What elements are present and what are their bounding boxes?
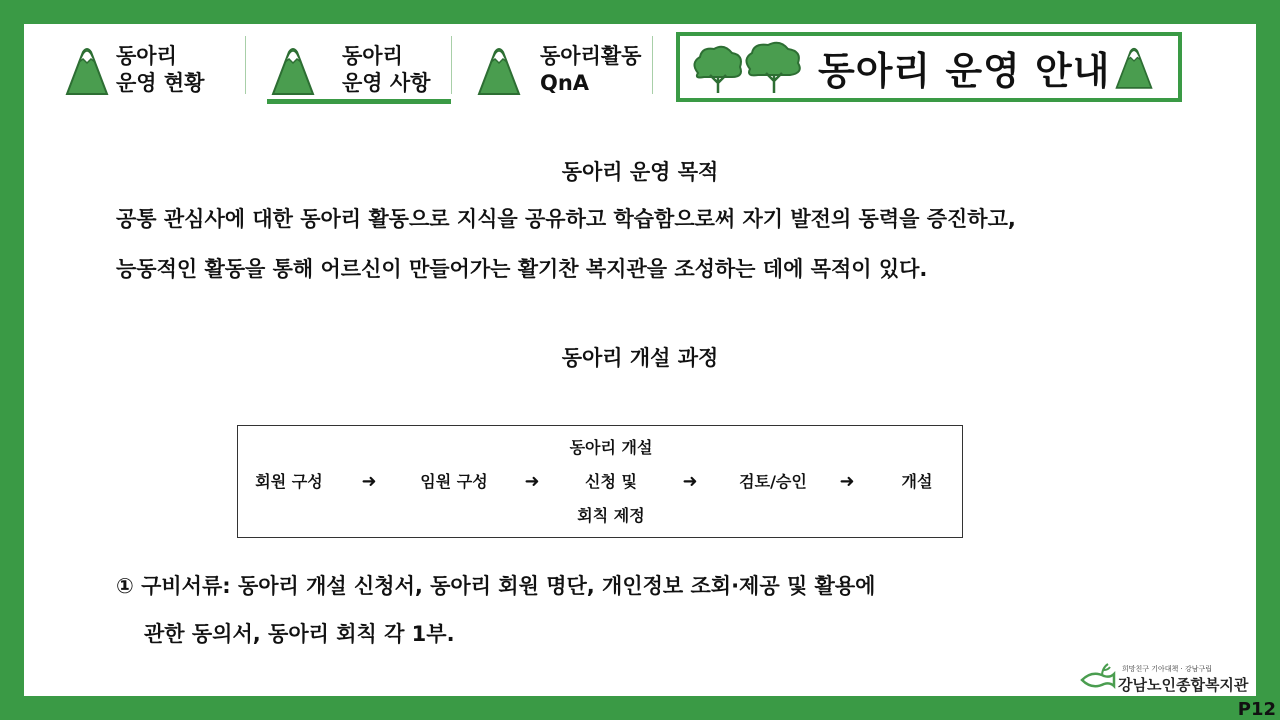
logo-tagline: 희망친구 기아대책 · 강남구립 [1122, 665, 1213, 673]
nav-label: 동아리 운영 현황 [116, 44, 205, 95]
documents-line-1: ① 구비서류: 동아리 개설 신청서, 동아리 회원 명단, 개인정보 조회·제공 및 활용에 [116, 574, 876, 598]
page-title: 동아리 운영 안내 [818, 48, 1111, 93]
fish-sprout-icon [1078, 662, 1118, 692]
process-step-officers: 임원 구성 [420, 471, 488, 491]
nav-divider [245, 36, 246, 94]
nav-label: 동아리활동 QnA [540, 44, 642, 95]
process-heading: 동아리 개설 과정 [561, 346, 719, 370]
arrow-right-icon: ➜ [524, 471, 540, 492]
mountain-icon [270, 44, 316, 96]
nav-item-operations[interactable] [270, 38, 430, 102]
logo-name: 강남노인종합복지관 [1118, 676, 1249, 694]
nav-label: 동아리 운영 사항 [342, 44, 431, 95]
slide-frame [24, 24, 1256, 696]
mountain-icon [1114, 43, 1154, 91]
process-step-members: 회원 구성 [255, 471, 323, 491]
nav-item-status[interactable] [64, 38, 204, 102]
purpose-heading: 동아리 운영 목적 [561, 160, 719, 184]
process-step-review: 검토/승인 [739, 471, 807, 491]
purpose-text [116, 194, 1016, 294]
process-flow [237, 425, 963, 538]
nav-divider [451, 36, 452, 94]
process-step-open: 개설 [901, 471, 933, 491]
mountain-icon [64, 44, 110, 96]
arrow-right-icon: ➜ [839, 471, 855, 492]
active-tab-indicator [267, 99, 451, 104]
documents-line-2: 관한 동의서, 동아리 회칙 각 1부. [144, 622, 455, 646]
mountain-icon [476, 44, 522, 96]
organization-logo [1078, 656, 1250, 696]
arrow-right-icon: ➜ [682, 471, 698, 492]
page-title-box [676, 32, 1182, 102]
required-documents [116, 562, 875, 658]
trees-icon [690, 39, 808, 95]
nav-divider [652, 36, 653, 94]
page-number: P12 [1237, 699, 1276, 720]
arrow-right-icon: ➜ [361, 471, 377, 492]
purpose-line-1: 공통 관심사에 대한 동아리 활동으로 지식을 공유하고 학습함으로써 자기 발전의 동력을 증진하고, [116, 207, 1016, 231]
process-step-application: 동아리 개설 신청 및 회칙 제정 [569, 437, 653, 525]
purpose-line-2: 능동적인 활동을 통해 어르신이 만들어가는 활기찬 복지관을 조성하는 데에 목적이 있다. [116, 257, 928, 281]
nav-item-qna[interactable] [476, 38, 641, 102]
